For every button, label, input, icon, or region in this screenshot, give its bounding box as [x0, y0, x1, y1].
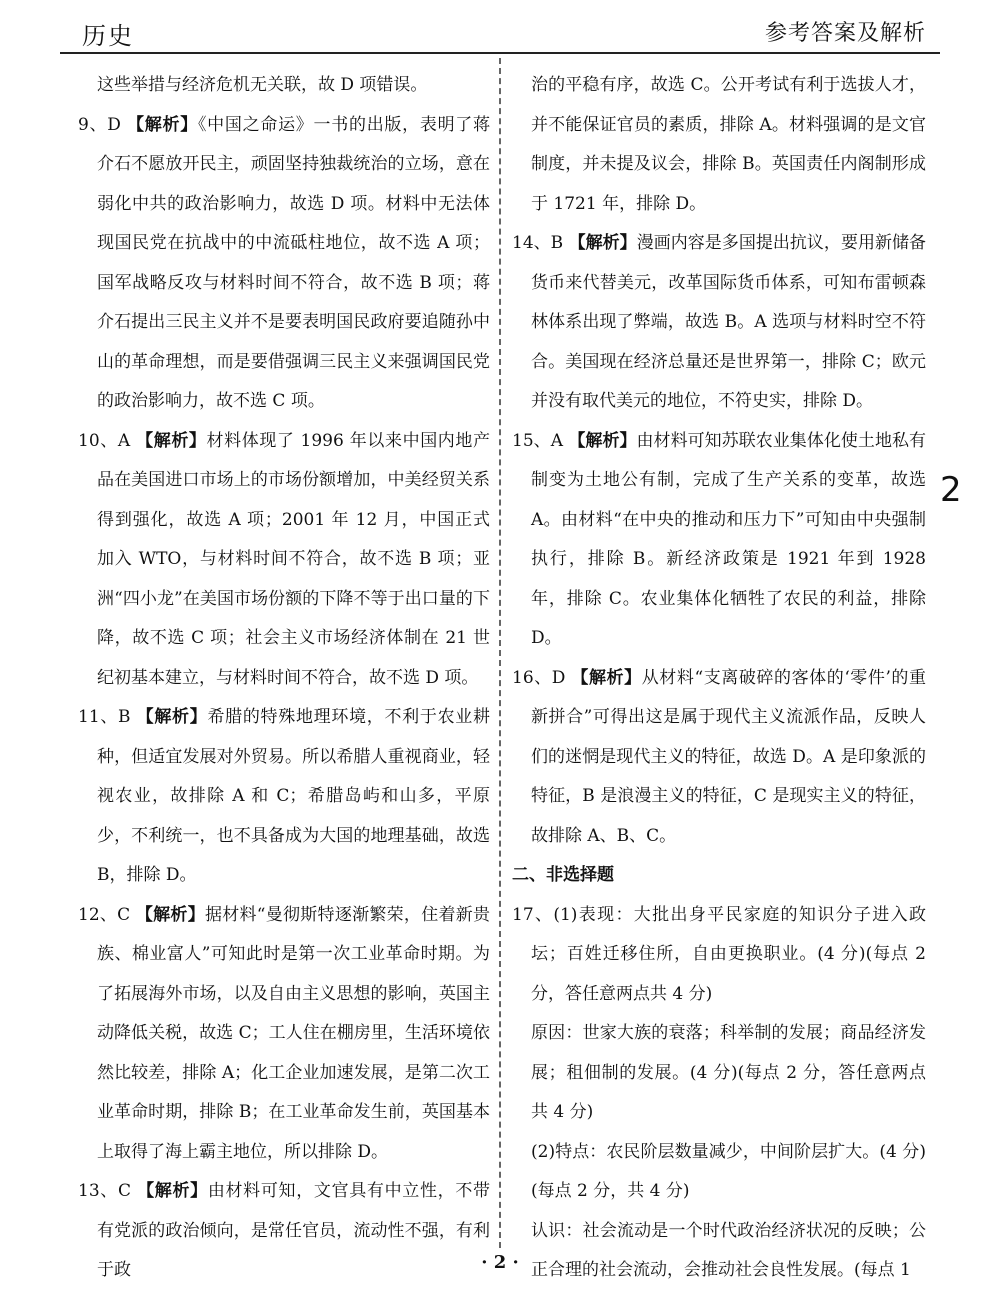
- answer-item: [512, 896, 926, 1015]
- analysis-tag: 【解析】: [137, 1181, 208, 1201]
- answer-number: 14、B: [512, 233, 564, 253]
- answer-text: (2)特点：农民阶层数量减少，中间阶层扩大。(4 分)(每点 2 分，共 4 分): [531, 1141, 926, 1201]
- answer-text: 漫画内容是多国提出抗议，要用新储备货币来代替美元，改革国际货币体系，可知布雷顿森林体系出现了弊端，故选 B。A 选项与材料时空不符合。美国现在经济总量还是世界第一，排除 C；欧元并没有取代美元的地位，不符史实，排除 D。: [531, 233, 927, 411]
- answer-text: 二、非选择题: [512, 865, 614, 885]
- answer-text: 治的平稳有序，故选 C。公开考试有利于选拔人才，并不能保证官员的素质，排除 A。材料强调的是文官制度，并未提及议会，排除 B。英国责任内阁制形成于 1721 年，排除 D。: [531, 75, 926, 214]
- analysis-tag: 【解析】: [136, 707, 208, 727]
- answer-item: [512, 422, 926, 659]
- answer-item: [512, 659, 926, 857]
- answer-text: 原因：世家大族的衰落；科举制的发展；商品经济发展；租佃制的发展。(4 分)(每点 2 分，答任意两点共 4 分): [531, 1023, 926, 1122]
- subject-title: 历史: [82, 22, 134, 50]
- answer-text: 材料体现了 1996 年以来中国内地产品在美国进口市场上的市场份额增加，中美经贸关系得到强化，故选 A 项；2001 年 12 月，中国正式加入 WTO，与材料时间不符合，故不选 B 项；亚洲“四小龙”在美国市场份额的下降不等于出口量的下降，故不选 C 项；社会主义市场经济体制在 21 世纪初基本建立，与材料时间不符合，故不选 D 项。: [97, 430, 490, 688]
- section-heading: [512, 856, 926, 896]
- page-number: · 2 ·: [481, 1252, 519, 1273]
- answer-item: [512, 224, 926, 422]
- answer-text: 由材料可知苏联农业集体化使土地私有制变为土地公有制，完成了生产关系的变革，故选 A。由材料“在中央的推动和压力下”可知由中央强制执行，排除 B。新经济政策是 1921 年到 1928 年，排除 C。农业集体化牺牲了农民的利益，排除 D。: [531, 430, 926, 648]
- answer-item: [78, 422, 490, 699]
- answer-text: 希腊的特殊地理环境，不利于农业耕种，但适宜发展对外贸易。所以希腊人重视商业，轻视农业，故排除 A 和 C；希腊岛屿和山多，平原少，不利统一，也不具备成为大国的地理基础，故选 B，排除 D。: [97, 707, 490, 885]
- analysis-tag: 【解析】: [568, 430, 637, 451]
- answer-item: [78, 106, 490, 422]
- answer-text: 由材料可知，文官具有中立性，不带有党派的政治倾向，是常任官员，流动性不强，有利于政: [97, 1181, 491, 1280]
- document-title: 参考答案及解析: [764, 21, 926, 46]
- analysis-tag: 【解析】: [127, 114, 198, 135]
- column-divider: [499, 58, 501, 1248]
- page-header: [60, 0, 940, 54]
- left-column: [78, 66, 490, 1291]
- answer-continuation: [512, 66, 926, 224]
- answer-continuation: [512, 1133, 926, 1212]
- answer-text: (1)表现：大批出身平民家庭的知识分子进入政坛；百姓迁移住所，自由更换职业。(4 分)(每点 2 分，答任意两点共 4 分): [531, 904, 926, 1004]
- analysis-tag: 【解析】: [571, 667, 642, 688]
- answer-number: 10、A: [78, 430, 131, 451]
- answer-number: 12、C: [78, 904, 131, 925]
- analysis-tag: 【解析】: [136, 430, 207, 451]
- analysis-tag: 【解析】: [568, 233, 637, 253]
- answer-text: 据材料“曼彻斯特逐渐繁荣，住着新贵族、棉业富人”可知此时是第一次工业革命时期。为了拓展海外市场，以及自由主义思想的影响，英国主动降低关税，故选 C；工人住在棚房里，生活环境依然比较差，排除 A；化工企业加速发展，是第二次工业革命时期，排除 B；在工业革命发生前，英国基本上取得了海上霸主地位，所以排除 D。: [97, 904, 491, 1162]
- answer-number: 16、D: [512, 667, 566, 688]
- answer-text: 这些举措与经济危机无关联，故 D 项错误。: [97, 75, 428, 95]
- answer-number: 15、A: [512, 430, 563, 451]
- side-page-marker: 2: [940, 470, 962, 510]
- right-column: [512, 66, 926, 1291]
- answer-item: [78, 896, 490, 1173]
- answer-continuation: [512, 1014, 926, 1133]
- answer-text: 从材料“支离破碎的客体的‘零件’的重新拼合”可得出这是属于现代主义流派作品，反映人们的迷惘是现代主义的特征，故选 D。A 是印象派的特征，B 是浪漫主义的特征，C 是现实主义的特征，故排除 A、B、C。: [531, 667, 927, 846]
- answer-number: 13、C: [78, 1181, 131, 1201]
- answer-continuation: [512, 1212, 926, 1291]
- analysis-tag: 【解析】: [135, 904, 205, 925]
- answer-text: 《中国之命运》一书的出版，表明了蒋介石不愿放开民主，顽固坚持独裁统治的立场，意在弱化中共的政治影响力，故选 D 项。材料中无法体现国民党在抗战中的中流砥柱地位，故不选 A 项；国军战略反攻与材料时间不符合，故不选 B 项；蒋介石提出三民主义并不是要表明国民政府要追随孙中山的革命理想，而是要借强调三民主义来强调国民党的政治影响力，故不选 C 项。: [97, 114, 491, 411]
- answer-number: 9、D: [78, 114, 121, 135]
- answer-item: [78, 698, 490, 896]
- answer-continuation: [78, 66, 490, 106]
- answer-text: 认识：社会流动是一个时代政治经济状况的反映；公正合理的社会流动，会推动社会良性发展。(每点 1: [531, 1220, 926, 1280]
- answer-number: 17、: [512, 904, 554, 925]
- answer-number: 11、B: [78, 707, 131, 727]
